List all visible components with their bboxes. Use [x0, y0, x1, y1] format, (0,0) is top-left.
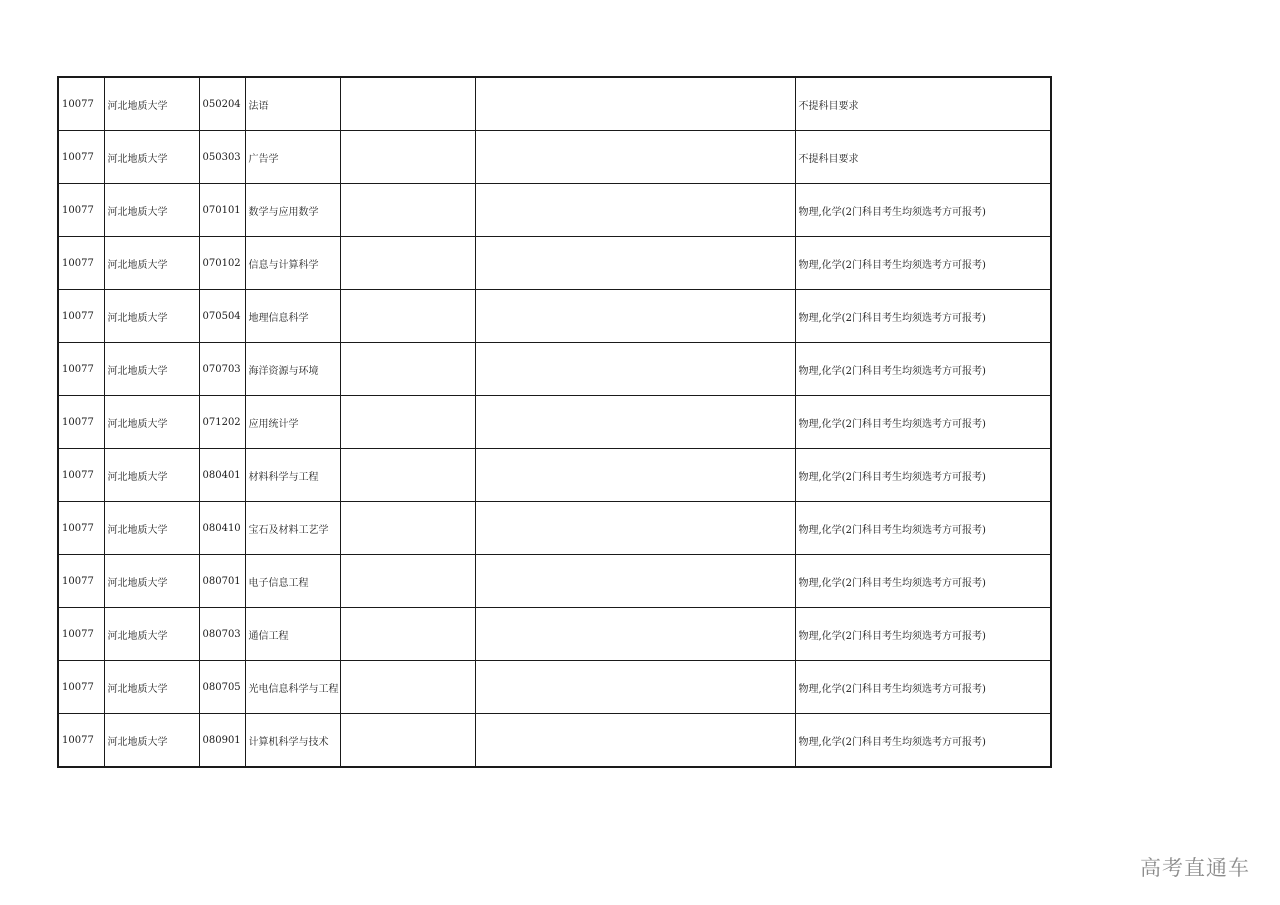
school-name-cell: 河北地质大学: [104, 714, 199, 768]
school-code-cell: 10077: [58, 77, 104, 131]
table-row: [58, 184, 1051, 237]
subject-requirement-cell: 物理,化学(2门科目考生均须选考方可报考): [795, 502, 1051, 555]
watermark-text: 高考直通车: [1140, 856, 1250, 880]
school-name-cell: 河北地质大学: [104, 661, 199, 714]
school-code-cell: 10077: [58, 661, 104, 714]
major-code-cell: 080703: [199, 608, 245, 661]
school-name-cell: 河北地质大学: [104, 608, 199, 661]
major-code-cell: 080410: [199, 502, 245, 555]
major-name-cell: 法语: [245, 77, 340, 131]
blank-cell: [475, 502, 795, 555]
major-code-cell: 080701: [199, 555, 245, 608]
table-row: [58, 131, 1051, 184]
school-name-cell: 河北地质大学: [104, 502, 199, 555]
major-name-cell: 地理信息科学: [245, 290, 340, 343]
blank-cell: [475, 237, 795, 290]
school-code-cell: 10077: [58, 502, 104, 555]
school-name-cell: 河北地质大学: [104, 184, 199, 237]
school-name-cell: 河北地质大学: [104, 343, 199, 396]
major-name-cell: 海洋资源与环境: [245, 343, 340, 396]
table-row: [58, 502, 1051, 555]
major-code-cell: 080901: [199, 714, 245, 768]
blank-cell: [340, 661, 475, 714]
blank-cell: [340, 184, 475, 237]
school-code-cell: 10077: [58, 396, 104, 449]
blank-cell: [475, 661, 795, 714]
blank-cell: [475, 714, 795, 768]
major-name-cell: 材料科学与工程: [245, 449, 340, 502]
table-row: [58, 608, 1051, 661]
blank-cell: [475, 290, 795, 343]
blank-cell: [475, 396, 795, 449]
major-name-cell: 通信工程: [245, 608, 340, 661]
subject-requirement-cell: 物理,化学(2门科目考生均须选考方可报考): [795, 396, 1051, 449]
blank-cell: [340, 131, 475, 184]
school-name-cell: 河北地质大学: [104, 237, 199, 290]
major-name-cell: 电子信息工程: [245, 555, 340, 608]
subject-requirement-cell: 物理,化学(2门科目考生均须选考方可报考): [795, 449, 1051, 502]
blank-cell: [475, 77, 795, 131]
major-name-cell: 应用统计学: [245, 396, 340, 449]
major-code-cell: 050204: [199, 77, 245, 131]
school-name-cell: 河北地质大学: [104, 77, 199, 131]
major-code-cell: 080705: [199, 661, 245, 714]
blank-cell: [475, 343, 795, 396]
subject-requirement-cell: 物理,化学(2门科目考生均须选考方可报考): [795, 714, 1051, 768]
major-name-cell: 计算机科学与技术: [245, 714, 340, 768]
table-row: [58, 290, 1051, 343]
blank-cell: [340, 237, 475, 290]
subject-requirement-cell: 物理,化学(2门科目考生均须选考方可报考): [795, 237, 1051, 290]
school-code-cell: 10077: [58, 237, 104, 290]
blank-cell: [475, 555, 795, 608]
major-name-cell: 信息与计算科学: [245, 237, 340, 290]
blank-cell: [340, 502, 475, 555]
subject-requirement-cell: 不提科目要求: [795, 77, 1051, 131]
table-row: [58, 343, 1051, 396]
major-code-cell: 070102: [199, 237, 245, 290]
blank-cell: [475, 608, 795, 661]
table-row: [58, 396, 1051, 449]
table-row: [58, 449, 1051, 502]
subject-requirement-cell: 物理,化学(2门科目考生均须选考方可报考): [795, 555, 1051, 608]
subject-requirement-cell: 物理,化学(2门科目考生均须选考方可报考): [795, 343, 1051, 396]
school-code-cell: 10077: [58, 131, 104, 184]
blank-cell: [340, 396, 475, 449]
table-row: [58, 77, 1051, 131]
school-code-cell: 10077: [58, 343, 104, 396]
major-code-cell: 080401: [199, 449, 245, 502]
school-code-cell: 10077: [58, 714, 104, 768]
table-row: [58, 555, 1051, 608]
subject-requirement-cell: 不提科目要求: [795, 131, 1051, 184]
school-name-cell: 河北地质大学: [104, 449, 199, 502]
school-name-cell: 河北地质大学: [104, 396, 199, 449]
blank-cell: [340, 77, 475, 131]
table-row: [58, 237, 1051, 290]
major-code-cell: 071202: [199, 396, 245, 449]
blank-cell: [340, 714, 475, 768]
blank-cell: [340, 608, 475, 661]
major-name-cell: 数学与应用数学: [245, 184, 340, 237]
table-row: [58, 714, 1051, 768]
subject-requirement-cell: 物理,化学(2门科目考生均须选考方可报考): [795, 290, 1051, 343]
school-code-cell: 10077: [58, 449, 104, 502]
major-code-cell: 070101: [199, 184, 245, 237]
subject-requirement-cell: 物理,化学(2门科目考生均须选考方可报考): [795, 184, 1051, 237]
blank-cell: [340, 343, 475, 396]
school-code-cell: 10077: [58, 184, 104, 237]
major-code-cell: 050303: [199, 131, 245, 184]
school-code-cell: 10077: [58, 555, 104, 608]
blank-cell: [475, 131, 795, 184]
school-name-cell: 河北地质大学: [104, 555, 199, 608]
major-name-cell: 宝石及材料工艺学: [245, 502, 340, 555]
blank-cell: [475, 184, 795, 237]
table-row: [58, 661, 1051, 714]
blank-cell: [340, 449, 475, 502]
major-name-cell: 光电信息科学与工程: [245, 661, 340, 714]
blank-cell: [340, 290, 475, 343]
major-code-cell: 070703: [199, 343, 245, 396]
major-name-cell: 广告学: [245, 131, 340, 184]
school-name-cell: 河北地质大学: [104, 131, 199, 184]
blank-cell: [340, 555, 475, 608]
subject-requirement-cell: 物理,化学(2门科目考生均须选考方可报考): [795, 661, 1051, 714]
school-code-cell: 10077: [58, 290, 104, 343]
admission-table: [57, 76, 1052, 768]
blank-cell: [475, 449, 795, 502]
subject-requirement-cell: 物理,化学(2门科目考生均须选考方可报考): [795, 608, 1051, 661]
school-code-cell: 10077: [58, 608, 104, 661]
major-code-cell: 070504: [199, 290, 245, 343]
school-name-cell: 河北地质大学: [104, 290, 199, 343]
